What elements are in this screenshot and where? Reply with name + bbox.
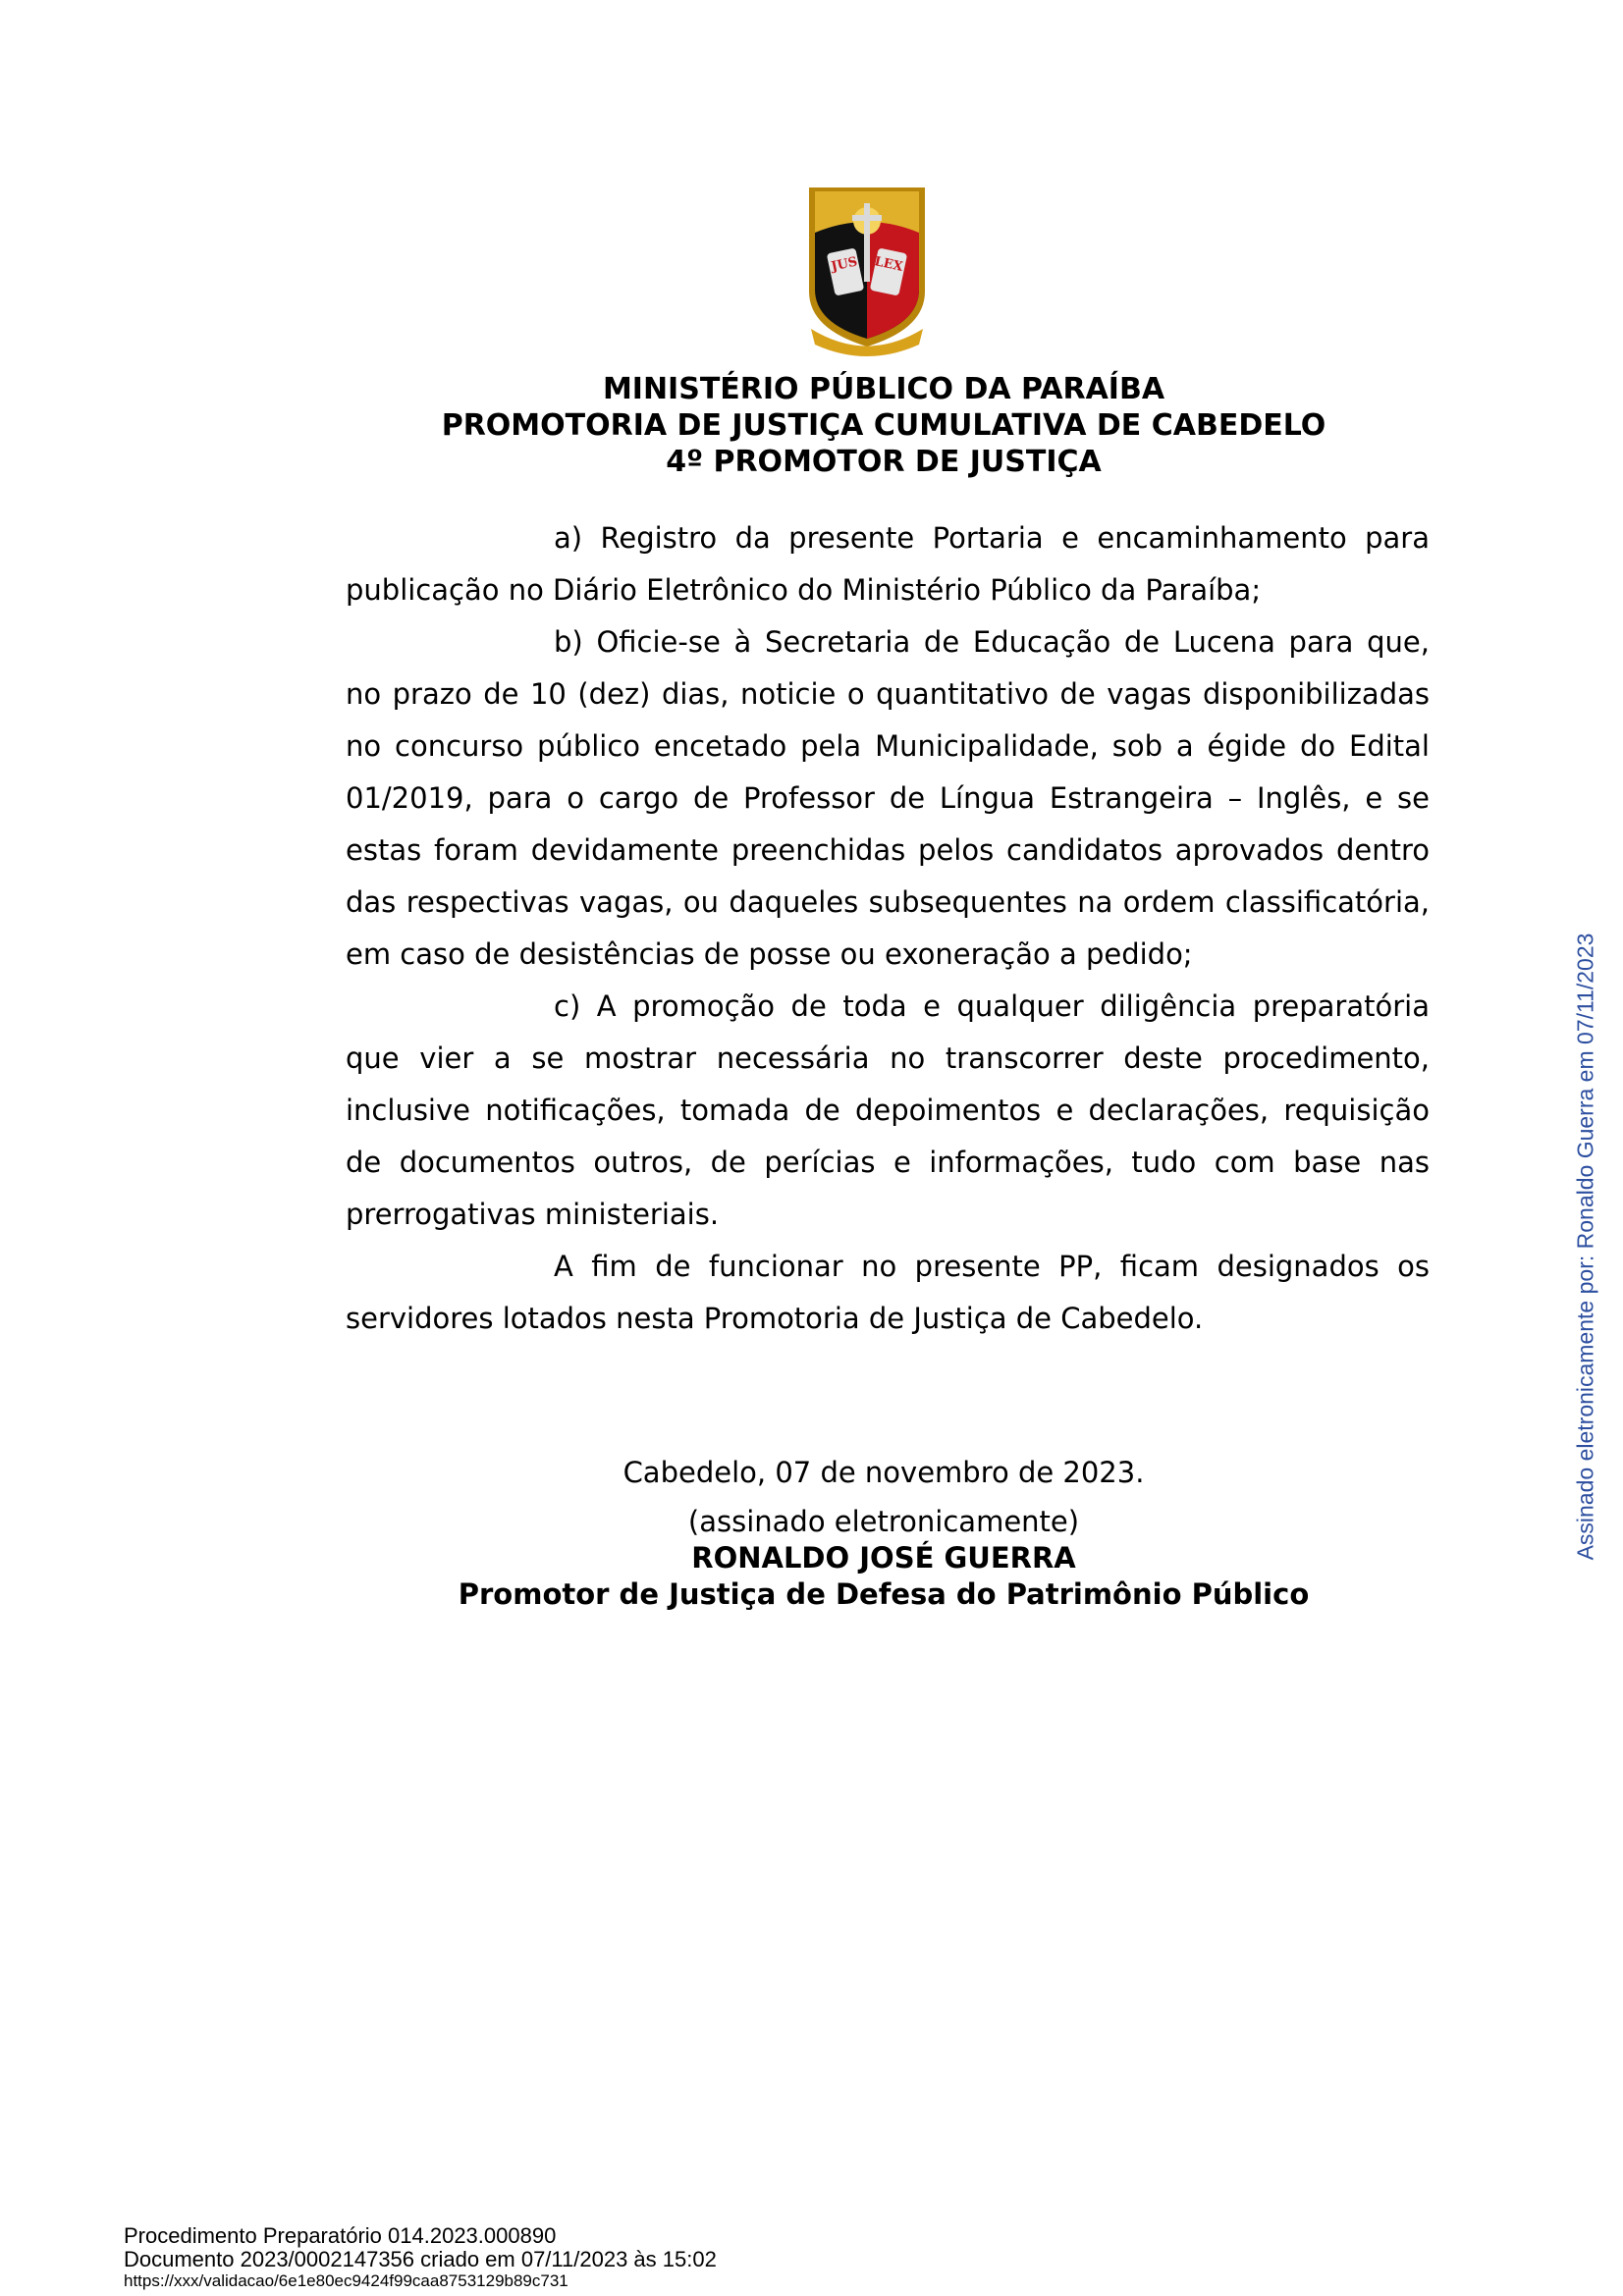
paragraph-designation: A fim de funcionar no presente PP, ficam designados os servidores lotados nesta Promotoria de Justiça de Cabedelo. [346,1250,1430,1335]
header-institution: MINISTÉRIO PÚBLICO DA PARAÍBA [602,372,1165,406]
signer-name: RONALDO JOSÉ GUERRA [691,1541,1076,1575]
closing-date: Cabedelo, 07 de novembro de 2023. [622,1456,1145,1489]
signature-block [295,1504,1473,1613]
document-header [245,371,1522,480]
header-position: 4º PROMOTOR DE JUSTIÇA [666,445,1102,479]
paragraph-c: c) A promoção de toda e qualquer diligência preparatória que vier a se mostrar necessária no transcorrer deste procedimento, inclusive notificações, tomada de depoimentos e declarações, requisição de documentos outros, de perícias e informações, tudo com base nas prerrogativas ministeriais. [346,989,1430,1231]
crest-text-right: LEX [873,254,904,275]
footer-procedure: Procedimento Preparatório 014.2023.000890 [124,2223,557,2248]
electronic-signature-stamp: Assinado eletronicamente por: Ronaldo Guerra em 07/11/2023 [1572,933,1598,1561]
footer-document: Documento 2023/0002147356 criado em 07/11/2023 às 15:02 [124,2247,717,2271]
coat-of-arms-icon [805,182,929,363]
document-footer [124,2224,717,2291]
signer-role: Promotor de Justiça de Defesa do Patrimônio Público [458,1577,1310,1611]
crest-text-left: JUS [830,254,859,275]
paragraph-b: b) Oficie-se à Secretaria de Educação de Lucena para que, no prazo de 10 (dez) dias, noticie o quantitativo de vagas disponibilizadas no concurso público encetado pela Municipalidade, sob a égide do Edital 01/2019, para o cargo de Professor de Língua Estrangeira – Inglês, e se estas foram devidamente preenchidas pelos candidatos aprovados dentro das respectivas vagas, ou daqueles subsequentes na ordem classificatória, em caso de desistências de posse ou exoneração a pedido; [346,625,1430,971]
header-office: PROMOTORIA DE JUSTIÇA CUMULATIVA DE CABEDELO [441,408,1326,443]
paragraph-a: a) Registro da presente Portaria e encaminhamento para publicação no Diário Eletrônico do Ministério Público da Paraíba; [346,521,1430,607]
footer-validation-url: https://xxx/validacao/6e1e80ec9424f99caa8753129b89c731 [124,2271,568,2290]
signed-note: (assinado eletronicamente) [687,1505,1080,1538]
document-body [346,512,1430,1345]
